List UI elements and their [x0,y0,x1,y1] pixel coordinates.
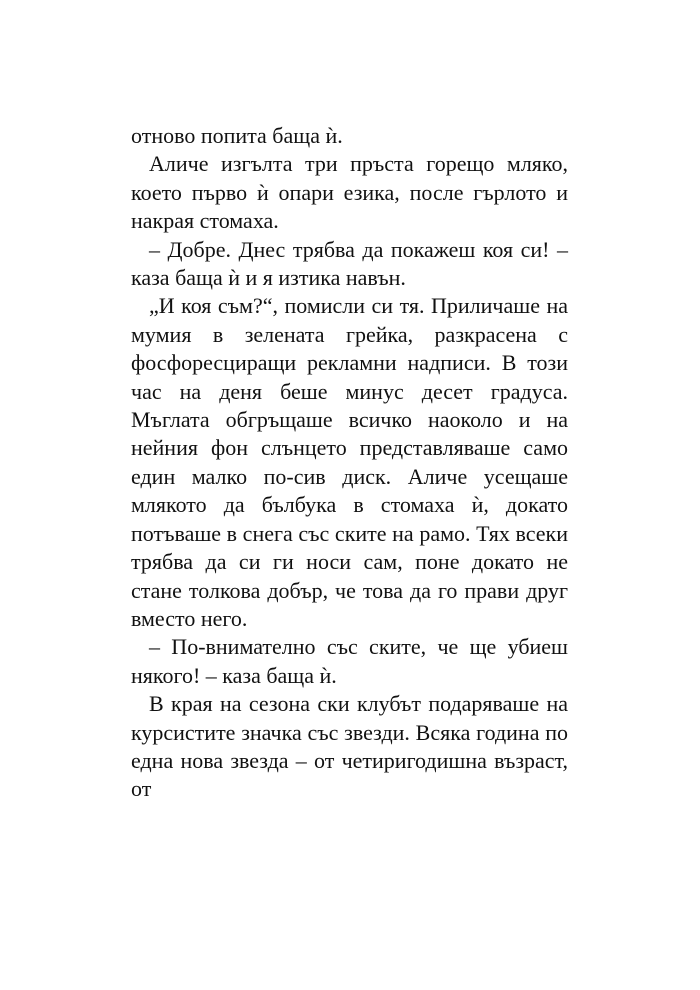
paragraph-4: „И коя съм?“, помисли си тя. Приличаше на мумия в зелената грейка, разкрасена с фосфоресциращи рекламни надписи. В този час на деня беше минус десет градуса. Мъглата обгръщаше всичко наоколо и на нейния фон слънцето представляваше само един малко по-сив диск. Аличе усещаше млякото да бълбука в стомаха ѝ, докато потъваше в снега със ските на рамо. Тях всеки трябва да си ги носи сам, поне докато не стане толкова добър, че това да го прави друг вместо него. [131,293,568,631]
paragraph-6: В края на сезона ски клубът подаряваше на курсистите значка със звезди. Всяка година по една нова звезда – от четиригодишна възраст, от [131,691,568,802]
paragraph-3: – Добре. Днес трябва да покажеш коя си! – каза баща ѝ и я изтика навън. [131,236,568,291]
paragraph-5: – По-внимателно със ските, че ще убиеш някого! – каза баща ѝ. [131,634,568,688]
paragraph-2: Аличе изгълта три пръста горещо мляко, което първо ѝ опари езика, после гърлото и накрая стомаха. [131,151,568,234]
page-text-block [131,122,568,804]
paragraph-1: отново попита баща ѝ. [131,123,343,148]
